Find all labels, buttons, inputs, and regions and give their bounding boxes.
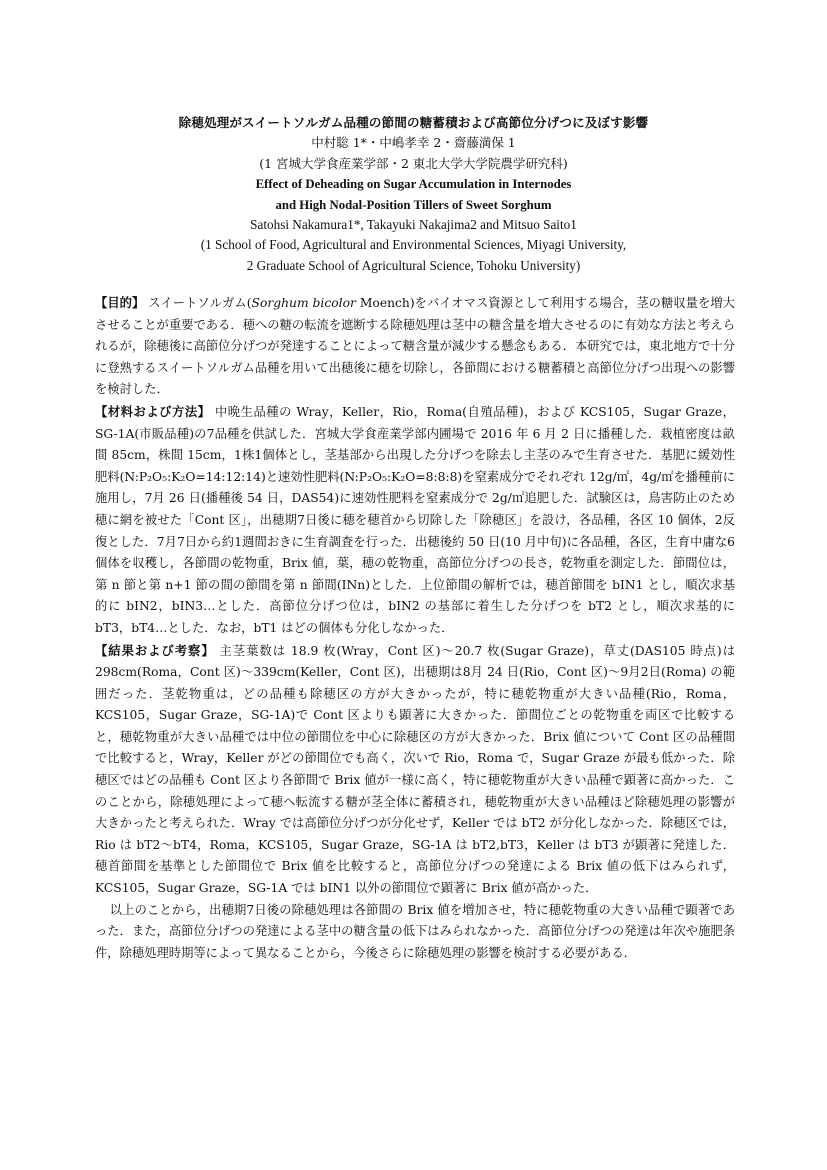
paper-header [80, 113, 747, 276]
purpose-heading: 【目的】 [95, 295, 145, 310]
results-heading: 【結果および考察】 [95, 642, 215, 658]
methods-text: 中晩生品種の Wray，Keller，Rio，Roma(自殖品種)，および KCS105，Sugar Graze，SG-1A(市販品種)の7品種を供試した．宮城大学食産業学部内圃場で 2016 年 6 月 2 日に播種した．栽植密度は畝間 85cm，株間 15cm，1株1個体とし，茎基部から出現した分げつを除去し主茎のみで生育させた．基肥に緩効性肥料(N:P₂O₅:K₂O=14:12:14)と速効性肥料(N:P₂O₅:K₂O=8:8:8)を窒素成分でそれぞれ 12g/㎡，4g/㎡を播種前に施用し，7月 26 日(播種後 54 日，DAS54)に速効性肥料を窒素成分で 2g/㎡追肥した．試験区は，鳥害防止のため穂に網を被せた「Cont 区」，出穂期7日後に穂を穂首から切除した「除穂区」を設け，各品種，各区 10 個体，2反復とした．7月7日から約1週間おきに生育調査を行った．出穂後約 50 日(10 月中旬)に各品種，各区，生育中庸な6個体を収穫し，各節間の乾物重，Brix 値，葉，穂の乾物重，高節位分げつの長さ，乾物重を測定した．節間位は，第 n 節と第 n+1 節の間の節間を第 n 節間(INn)とした．上位節間の解析では，穂首節間を bIN1 とし，順次求基的に bIN2，bIN3…とした．高節位分げつ位は，bIN2 の基部に着生した分げつを bT2 とし，順次求基的に bT3，bT4…とした．なお，bT1 はどの個体も分化しなかった． [95, 404, 735, 635]
results-text: 主茎葉数は 18.9 枚(Wray，Cont 区)～20.7 枚(Sugar Graze)，草丈(DAS105 時点)は 298cm(Roma，Cont 区)～339cm(Keller，Cont 区)，出穂期は8月 24 日(Rio，Cont 区)～9月2日(Roma) の範囲だった．茎乾物重は，どの品種も除穂区の方が大きかったが，特に穂乾物重が大きい品種(Rio，Roma，KCS105，Sugar Graze，SG-1A)で Cont 区よりも顕著に大きかった．節間位ごとの乾物重を両区で比較すると，穂乾物重が大きい品種では中位の節間位を中心に除穂区の方が大きかった．Brix 値について Cont 区の品種間で比較すると，Wray，Keller がどの節間位でも高く，次いで Rio，Roma で，Sugar Graze が最も低かった．除穂区ではどの品種も Cont 区より各節間で Brix 値が一様に高く，特に穂乾物重が大きい品種で顕著に高かった．このことから，除穂処理によって穂へ転流する糖が茎全体に蓄積され，穂乾物重が大きい品種ほど除穂処理の影響が大きかったと考えられた．Wray では高節位分げつが分化せず，Keller では bT2 が分化しなかった．除穂区では，Rio は bT2～bT4，Roma，KCS105，Sugar Graze，SG-1A は bT2,bT3，Keller は bT3 が顕著に発達した．穂首節間を基準とした節間位で Brix 値を比較すると，高節位分げつの発達による Brix 値の低下はみられず，KCS105，Sugar Graze，SG-1A では bIN1 以外の節間位で顕著に Brix 値が高かった． [95, 643, 735, 896]
methods-paragraph [95, 401, 735, 640]
english-affiliation-line-1: (1 School of Food, Agricultural and Environmental Sciences, Miyagi University, [200, 237, 627, 253]
english-title-line-1: Effect of Deheading on Sugar Accumulation in Internodes [255, 177, 572, 192]
japanese-authors: 中村聡 1*・中嶋孝幸 2・齋藤満保 1 [311, 135, 516, 151]
purpose-paragraph [95, 292, 735, 401]
japanese-title: 除穂処理がスイートソルガム品種の節間の糖蓄積および高節位分げつに及ぼす影響 [178, 115, 649, 130]
english-title-line-2: and High Nodal-Position Tillers of Sweet Sorghum [275, 197, 552, 212]
english-affiliation-line-2: 2 Graduate School of Agricultural Science, Tohoku University) [246, 257, 581, 273]
english-authors: Satohsi Nakamura1*, Takayuki Nakajima2 and Mitsuo Saito1 [250, 217, 577, 233]
results-paragraph [95, 640, 735, 900]
species-name: Sorghum bicolor [251, 296, 356, 310]
purpose-text-part-1: スイートソルガム( [144, 296, 252, 310]
japanese-affiliations: (1 宮城大学食産業学部・2 東北大学大学院農学研究科) [259, 155, 568, 171]
conclusion-paragraph: 以上のことから，出穂期7日後の除穂処理は各節間の Brix 値を増加させ，特に穂乾物重の大きい品種で顕著であった．また，高節位分げつの発達による茎中の糖含量の低下はみられなかった．高節位分げつの発達は年次や施肥条件，除穂処理時期等によって異なることから，今後さらに除穂処理の影響を検討する必要がある． [95, 902, 735, 960]
methods-heading: 【材料および方法】 [95, 403, 211, 419]
purpose-text-part-2: Moench)をバイオマス資源として利用する場合，茎の糖収量を増大させることが重要である．穂への糖の転流を遮断する除穂処理は茎中の糖含量を増大させるのに有効な方法と考えられるが，除穂後に高節位分げつが発達することによって糖含量が減少する懸念もある．本研究では，東北地方で十分に登熟するスイートソルガム品種を用いて出穂後に穂を切除し，各節間における糖蓄積と高節位分げつ出現への影響を検討した． [95, 296, 735, 397]
abstract-body [95, 292, 735, 964]
